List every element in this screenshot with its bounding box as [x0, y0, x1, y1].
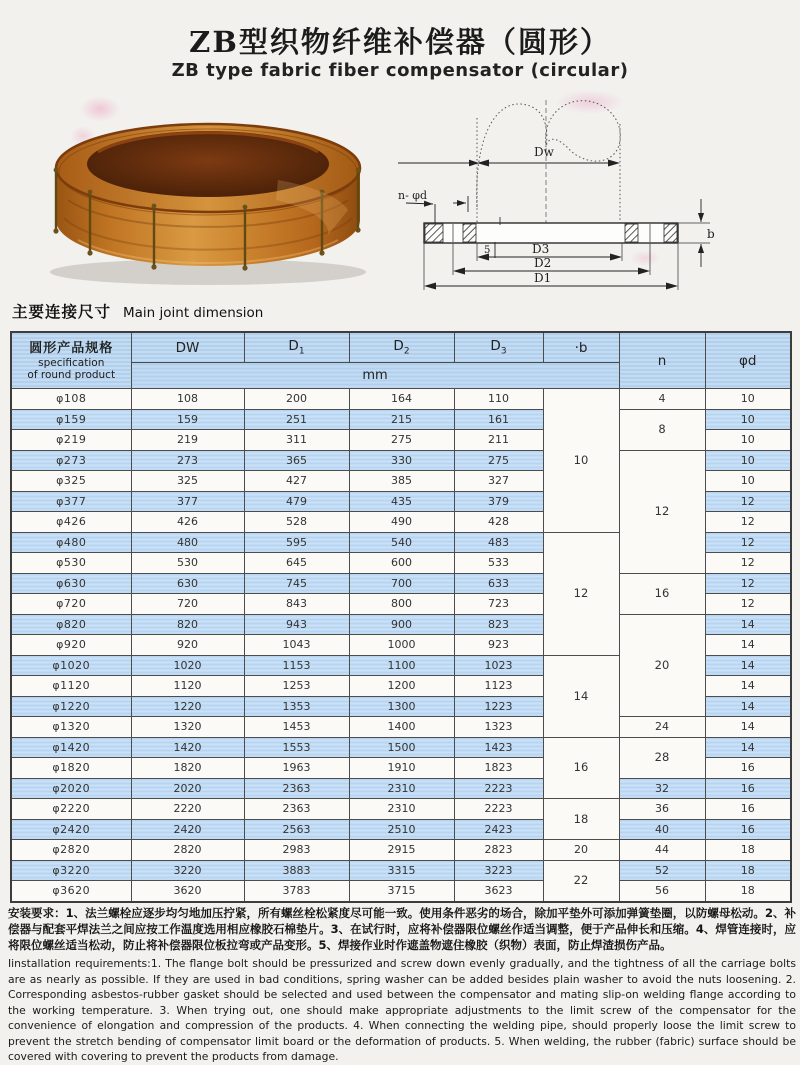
cell-dw: 1020 [131, 655, 244, 676]
cell-spec: φ108 [11, 389, 131, 410]
cell-phid: 14 [705, 717, 791, 738]
cell-d3: 823 [454, 614, 543, 635]
dim-d1-label: D1 [534, 271, 552, 285]
cell-d1: 1553 [244, 737, 349, 758]
cell-n: 24 [619, 717, 705, 738]
cell-d3: 923 [454, 635, 543, 656]
cell-spec: φ377 [11, 491, 131, 512]
cell-spec: φ1020 [11, 655, 131, 676]
cell-d3: 1123 [454, 676, 543, 697]
cell-d3: 3623 [454, 881, 543, 902]
cell-dw: 2220 [131, 799, 244, 820]
cell-d2: 2310 [349, 799, 454, 820]
cell-dw: 325 [131, 471, 244, 492]
cell-d3: 1423 [454, 737, 543, 758]
cell-dw: 159 [131, 409, 244, 430]
cell-spec: φ920 [11, 635, 131, 656]
dim-nphid-label: n- φd [398, 189, 428, 202]
cell-d2: 900 [349, 614, 454, 635]
cell-d2: 1100 [349, 655, 454, 676]
cell-dw: 108 [131, 389, 244, 410]
cell-dw: 426 [131, 512, 244, 533]
cell-b: 12 [543, 532, 619, 655]
cell-d2: 275 [349, 430, 454, 451]
installation-notes-en: Iinstallation requirements:1. The flange bolt should be pressurized and screw down evenly gradually, and the tightness of all the carriage bolts are as nearly as possible. If they are used in bad conditions, spring washer can be added besides plain washer to avoid the nuts loosening. 2. Corresponding asbestos-rubber gasket should be selected and used between the compensator and mating slip-on welding flange according to the working temperature. 3. When trying out, one should make appropriate adjustments to the limit screw of the compensator for the convenience of elongation and compression of the products. 4. When connecting the welding pipe, should properly loose the limit screw to prevent the stretch bending of compensator limit board or the deformation of products. 5. When welding, the rubber (fabric) surface should be covered with covering to prevent the products from damage. [8, 957, 796, 1063]
cell-dw: 2420 [131, 819, 244, 840]
cell-n: 52 [619, 860, 705, 881]
cell-phid: 16 [705, 819, 791, 840]
cell-spec: φ1420 [11, 737, 131, 758]
cell-d1: 479 [244, 491, 349, 512]
cell-d3: 2423 [454, 819, 543, 840]
cell-n: 40 [619, 819, 705, 840]
cell-spec: φ1220 [11, 696, 131, 717]
cell-d3: 379 [454, 491, 543, 512]
cell-spec: φ480 [11, 532, 131, 553]
cell-spec: φ1320 [11, 717, 131, 738]
header-d2: $D_2$ [349, 332, 454, 363]
cell-phid: 14 [705, 614, 791, 635]
cell-spec: φ325 [11, 471, 131, 492]
cell-phid: 12 [705, 491, 791, 512]
cell-d3: 428 [454, 512, 543, 533]
cell-d1: 595 [244, 532, 349, 553]
cell-dw: 3620 [131, 881, 244, 902]
cell-dw: 2820 [131, 840, 244, 861]
cell-d2: 2510 [349, 819, 454, 840]
cell-dw: 1320 [131, 717, 244, 738]
cell-phid: 14 [705, 635, 791, 656]
cell-dw: 377 [131, 491, 244, 512]
cell-spec: φ1120 [11, 676, 131, 697]
cell-d3: 1823 [454, 758, 543, 779]
cell-spec: φ3220 [11, 860, 131, 881]
cell-phid: 10 [705, 409, 791, 430]
cell-d1: 1043 [244, 635, 349, 656]
cell-d1: 3883 [244, 860, 349, 881]
cell-d3: 327 [454, 471, 543, 492]
cell-d1: 2363 [244, 778, 349, 799]
cell-d3: 633 [454, 573, 543, 594]
cell-d2: 2310 [349, 778, 454, 799]
cell-d1: 943 [244, 614, 349, 635]
cell-spec: φ2220 [11, 799, 131, 820]
cell-spec: φ273 [11, 450, 131, 471]
header-b: ·b [543, 332, 619, 363]
cell-d1: 2563 [244, 819, 349, 840]
cell-d1: 843 [244, 594, 349, 615]
cell-d2: 1000 [349, 635, 454, 656]
cell-spec: φ1820 [11, 758, 131, 779]
cell-n: 28 [619, 737, 705, 778]
cell-phid: 12 [705, 512, 791, 533]
cell-d2: 490 [349, 512, 454, 533]
cell-d2: 3715 [349, 881, 454, 902]
cell-d2: 700 [349, 573, 454, 594]
cell-n: 56 [619, 881, 705, 902]
cell-spec: φ2420 [11, 819, 131, 840]
cell-d1: 427 [244, 471, 349, 492]
section-title-en: Main joint dimension [123, 305, 264, 321]
cell-d2: 164 [349, 389, 454, 410]
cell-spec: φ530 [11, 553, 131, 574]
cell-d1: 311 [244, 430, 349, 451]
cell-phid: 10 [705, 450, 791, 471]
dim-b-label: b [707, 227, 715, 241]
installation-notes-zh: 安装要求：1、法兰螺栓应逐步均匀地加压拧紧，所有螺丝栓松紧度尽可能一致。使用条件恶劣的场合，除加平垫外可添加弹簧垫圈，以防螺母松动。2、补偿器与配套平焊法兰之间应按工作温度选用相应橡胶石棉垫片。3、在试行时，应将补偿器限位螺丝作适当调整，便于产品伸长和压缩。4、焊管连接时，应将限位螺丝适当松动，防止将补偿器限位板拉弯或产品变形。5、焊接作业时作遮盖物遮住橡胶（织物）表面，防止焊渣损伤产品。 [8, 906, 796, 952]
cell-d3: 1223 [454, 696, 543, 717]
cell-d3: 723 [454, 594, 543, 615]
table-row [11, 737, 791, 758]
cell-spec: φ720 [11, 594, 131, 615]
header-dw: DW [131, 332, 244, 363]
cell-phid: 12 [705, 594, 791, 615]
cell-n: 4 [619, 389, 705, 410]
cell-dw: 630 [131, 573, 244, 594]
cell-dw: 219 [131, 430, 244, 451]
cell-dw: 480 [131, 532, 244, 553]
cell-d1: 2983 [244, 840, 349, 861]
cell-d3: 483 [454, 532, 543, 553]
cell-dw: 1220 [131, 696, 244, 717]
header-d1: $D_1$ [244, 332, 349, 363]
cell-b: 22 [543, 860, 619, 902]
cell-phid: 10 [705, 471, 791, 492]
cell-dw: 1820 [131, 758, 244, 779]
dim-dw-label: Dw [534, 145, 554, 159]
cell-d2: 2915 [349, 840, 454, 861]
cell-d2: 385 [349, 471, 454, 492]
cell-d2: 600 [349, 553, 454, 574]
cell-d3: 211 [454, 430, 543, 451]
cell-d3: 161 [454, 409, 543, 430]
cell-n: 12 [619, 450, 705, 573]
cell-d1: 1963 [244, 758, 349, 779]
cell-phid: 12 [705, 573, 791, 594]
dim-d2-label: D2 [534, 256, 552, 270]
joint-dimension-table-wrap [10, 331, 790, 903]
cell-d3: 275 [454, 450, 543, 471]
cell-d2: 435 [349, 491, 454, 512]
cell-d3: 533 [454, 553, 543, 574]
cell-spec: φ426 [11, 512, 131, 533]
cell-d1: 1353 [244, 696, 349, 717]
section-heading [12, 300, 263, 322]
cell-d1: 251 [244, 409, 349, 430]
cell-d3: 110 [454, 389, 543, 410]
cell-dw: 530 [131, 553, 244, 574]
cell-d1: 3783 [244, 881, 349, 902]
cell-d3: 1323 [454, 717, 543, 738]
technical-drawing [398, 92, 800, 307]
cell-spec: φ2820 [11, 840, 131, 861]
cell-phid: 18 [705, 860, 791, 881]
cell-d2: 215 [349, 409, 454, 430]
cell-d3: 1023 [454, 655, 543, 676]
product-photo [28, 100, 390, 300]
cell-spec: φ3620 [11, 881, 131, 902]
cell-n: 16 [619, 573, 705, 614]
header-spec: 圆形产品规格 specification of round product [11, 332, 131, 389]
cell-d3: 3223 [454, 860, 543, 881]
cell-n: 44 [619, 840, 705, 861]
dim-d3-label: D3 [532, 242, 550, 256]
cell-phid: 18 [705, 881, 791, 902]
cell-dw: 720 [131, 594, 244, 615]
table-row [11, 881, 791, 902]
cell-spec: φ219 [11, 430, 131, 451]
cell-d2: 540 [349, 532, 454, 553]
cell-d1: 528 [244, 512, 349, 533]
cell-d3: 2223 [454, 778, 543, 799]
cell-d2: 330 [349, 450, 454, 471]
cell-d2: 1910 [349, 758, 454, 779]
cell-phid: 18 [705, 840, 791, 861]
joint-table-body [11, 389, 791, 902]
cell-spec: φ2020 [11, 778, 131, 799]
cell-phid: 12 [705, 553, 791, 574]
cell-d1: 2363 [244, 799, 349, 820]
cell-dw: 920 [131, 635, 244, 656]
cell-d1: 1253 [244, 676, 349, 697]
cell-b: 14 [543, 655, 619, 737]
cell-dw: 273 [131, 450, 244, 471]
table-row [11, 778, 791, 799]
table-row [11, 450, 791, 471]
cell-spec: φ159 [11, 409, 131, 430]
cell-d2: 1300 [349, 696, 454, 717]
header-unit: mm [131, 363, 619, 389]
cell-phid: 10 [705, 389, 791, 410]
cell-phid: 14 [705, 737, 791, 758]
cell-n: 36 [619, 799, 705, 820]
cell-n: 32 [619, 778, 705, 799]
cell-dw: 3220 [131, 860, 244, 881]
cell-b: 10 [543, 389, 619, 533]
dim-5-label: 5 [484, 245, 491, 256]
page-subtitle: ZB type fabric fiber compensator (circular) [171, 60, 629, 81]
cell-b: 16 [543, 737, 619, 799]
cell-phid: 16 [705, 758, 791, 779]
cell-d1: 1153 [244, 655, 349, 676]
cell-phid: 16 [705, 778, 791, 799]
table-row [11, 840, 791, 861]
cell-d1: 645 [244, 553, 349, 574]
table-row [11, 614, 791, 635]
cell-d2: 3315 [349, 860, 454, 881]
cell-d2: 1500 [349, 737, 454, 758]
cell-d2: 1200 [349, 676, 454, 697]
cell-d1: 745 [244, 573, 349, 594]
joint-dimension-table [10, 331, 792, 903]
header-n: n [619, 332, 705, 389]
cell-dw: 2020 [131, 778, 244, 799]
cell-phid: 10 [705, 430, 791, 451]
cell-spec: φ820 [11, 614, 131, 635]
cell-d3: 2223 [454, 799, 543, 820]
table-row [11, 409, 791, 430]
cell-b: 20 [543, 840, 619, 861]
cell-spec: φ630 [11, 573, 131, 594]
cell-dw: 1420 [131, 737, 244, 758]
cell-d1: 365 [244, 450, 349, 471]
cell-dw: 820 [131, 614, 244, 635]
cell-n: 8 [619, 409, 705, 450]
table-row [11, 389, 791, 410]
cell-dw: 1120 [131, 676, 244, 697]
cell-phid: 14 [705, 696, 791, 717]
table-row [11, 573, 791, 594]
cell-n: 20 [619, 614, 705, 717]
cell-d2: 800 [349, 594, 454, 615]
cell-phid: 14 [705, 676, 791, 697]
header-phid: φd [705, 332, 791, 389]
cell-d1: 200 [244, 389, 349, 410]
cell-phid: 12 [705, 532, 791, 553]
section-title-zh: 主要连接尺寸 [12, 303, 112, 321]
cell-d2: 1400 [349, 717, 454, 738]
table-row [11, 799, 791, 820]
table-row [11, 819, 791, 840]
cell-d1: 1453 [244, 717, 349, 738]
table-row [11, 860, 791, 881]
cell-phid: 14 [705, 655, 791, 676]
page-title: ZB型织物纤维补偿器（圆形） [189, 25, 611, 59]
table-row [11, 717, 791, 738]
cell-d3: 2823 [454, 840, 543, 861]
header-d3: $D_3$ [454, 332, 543, 363]
cell-b: 18 [543, 799, 619, 840]
cell-phid: 16 [705, 799, 791, 820]
